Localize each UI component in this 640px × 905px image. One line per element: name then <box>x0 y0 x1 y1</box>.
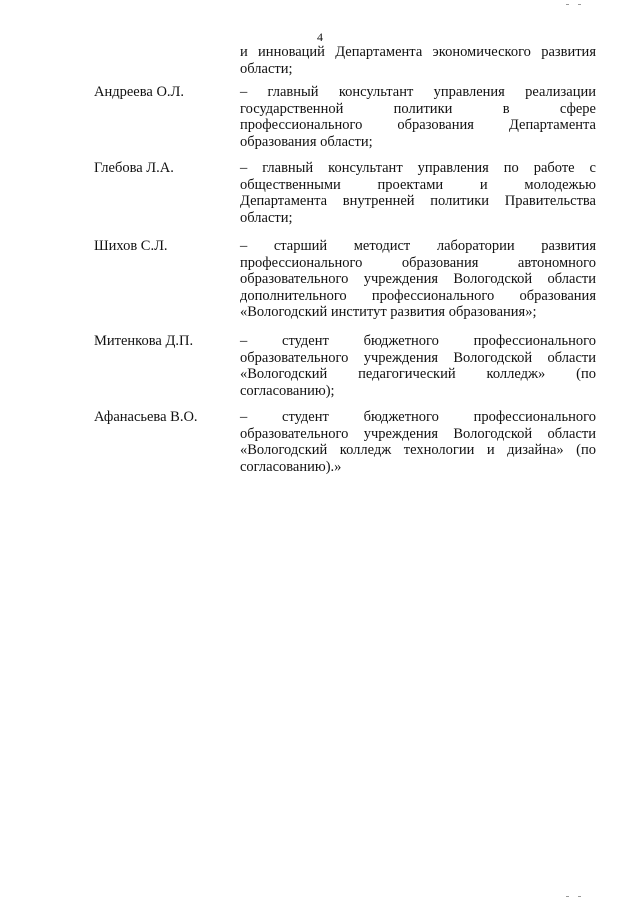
position-line: «Вологодский педагогический колледж» (по <box>240 366 596 382</box>
position-line: Департамента внутренней политики Правительства <box>240 193 596 209</box>
position-line: образовательного учреждения Вологодской области <box>240 425 596 442</box>
position-line: профессионального образования Департамента <box>240 117 596 133</box>
position-line: образования области; <box>240 133 373 150</box>
page-number: 4 <box>317 30 323 44</box>
position-line: образовательного учреждения Вологодской области <box>240 271 596 287</box>
member-position <box>240 238 596 321</box>
scan-artifact <box>566 896 569 897</box>
position-line: «Вологодский институт развития образования»; <box>240 304 537 320</box>
position-line: государственной политики в сфере <box>240 100 596 117</box>
intro-line: области; <box>240 60 293 77</box>
position-line: профессионального образования автономного <box>240 254 596 271</box>
member-position <box>240 84 596 150</box>
member-position <box>240 160 596 226</box>
position-line: – главный консультант управления по работе с <box>240 160 596 176</box>
intro-line: и инноваций Департамента экономического развития <box>240 44 596 60</box>
member-position <box>240 333 596 399</box>
position-line: согласованию).» <box>240 458 342 475</box>
scan-artifact <box>566 4 569 5</box>
scan-artifact <box>578 896 581 897</box>
position-line: – старший методист лаборатории развития <box>240 238 596 254</box>
member-name: Митенкова Д.П. <box>94 333 194 349</box>
position-line: «Вологодский колледж технологии и дизайна» (по <box>240 442 596 458</box>
member-name: Афанасьева В.О. <box>94 409 198 425</box>
scan-artifact <box>578 4 581 5</box>
member-name: Андреева О.Л. <box>94 84 185 100</box>
intro-continuation <box>240 44 596 77</box>
position-line: – студент бюджетного профессионального <box>240 333 596 349</box>
position-line: дополнительного профессионального образования <box>240 287 596 304</box>
position-line: – главный консультант управления реализации <box>240 84 596 100</box>
member-name: Шихов С.Л. <box>94 238 168 254</box>
member-position <box>240 409 596 475</box>
position-line: согласованию); <box>240 382 335 399</box>
position-line: области; <box>240 209 293 226</box>
position-line: образовательного учреждения Вологодской области <box>240 349 596 366</box>
member-name: Глебова Л.А. <box>94 160 174 176</box>
position-line: общественными проектами и молодежью <box>240 176 596 193</box>
position-line: – студент бюджетного профессионального <box>240 409 596 425</box>
